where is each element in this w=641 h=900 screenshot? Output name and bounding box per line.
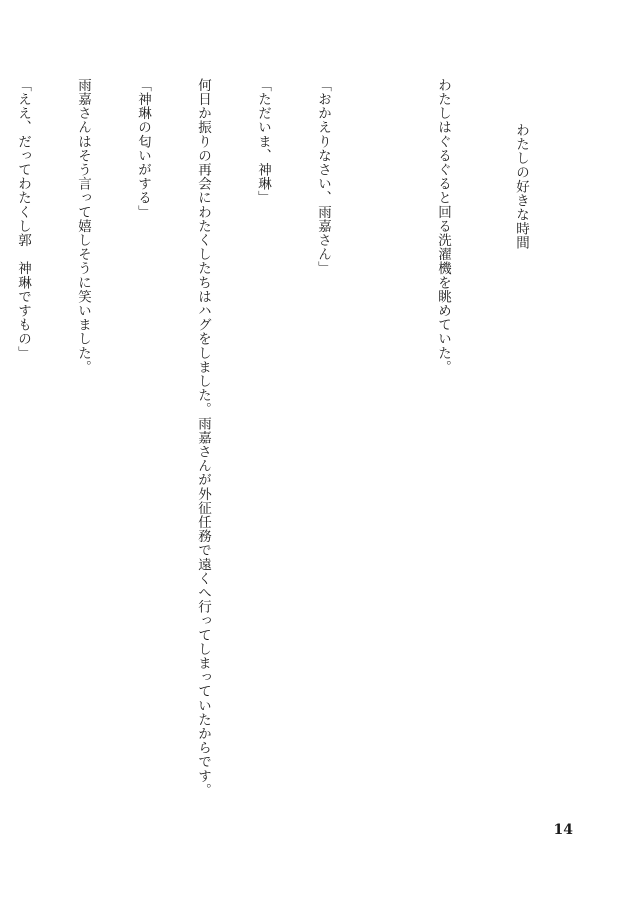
- text-line: 雨嘉さんはそう言って嬉しそうに笑いました。: [75, 78, 91, 375]
- text-line: わたしはぐるぐると回る洗濯機を眺めていた。: [435, 78, 451, 375]
- vertical-text-body: [0, 78, 571, 818]
- text-line: 何日か振りの再会にわたくしたちはハグをしました。雨嘉さんが外征任務で遠くへ行ってしまっていたからです。: [195, 78, 211, 798]
- text-line: 「ただいま、神琳」: [255, 78, 271, 205]
- chapter-title: わたしの好きな時間: [513, 123, 529, 250]
- text-line: 「おかえりなさい、雨嘉さん」: [315, 78, 331, 276]
- line-gap: [373, 78, 393, 818]
- text-line: 「ええ、だってわたくし郭 神琳ですもの」: [15, 78, 31, 360]
- text-line: 「神琳の匂いがする」: [135, 78, 151, 219]
- page-number: 14: [553, 822, 573, 838]
